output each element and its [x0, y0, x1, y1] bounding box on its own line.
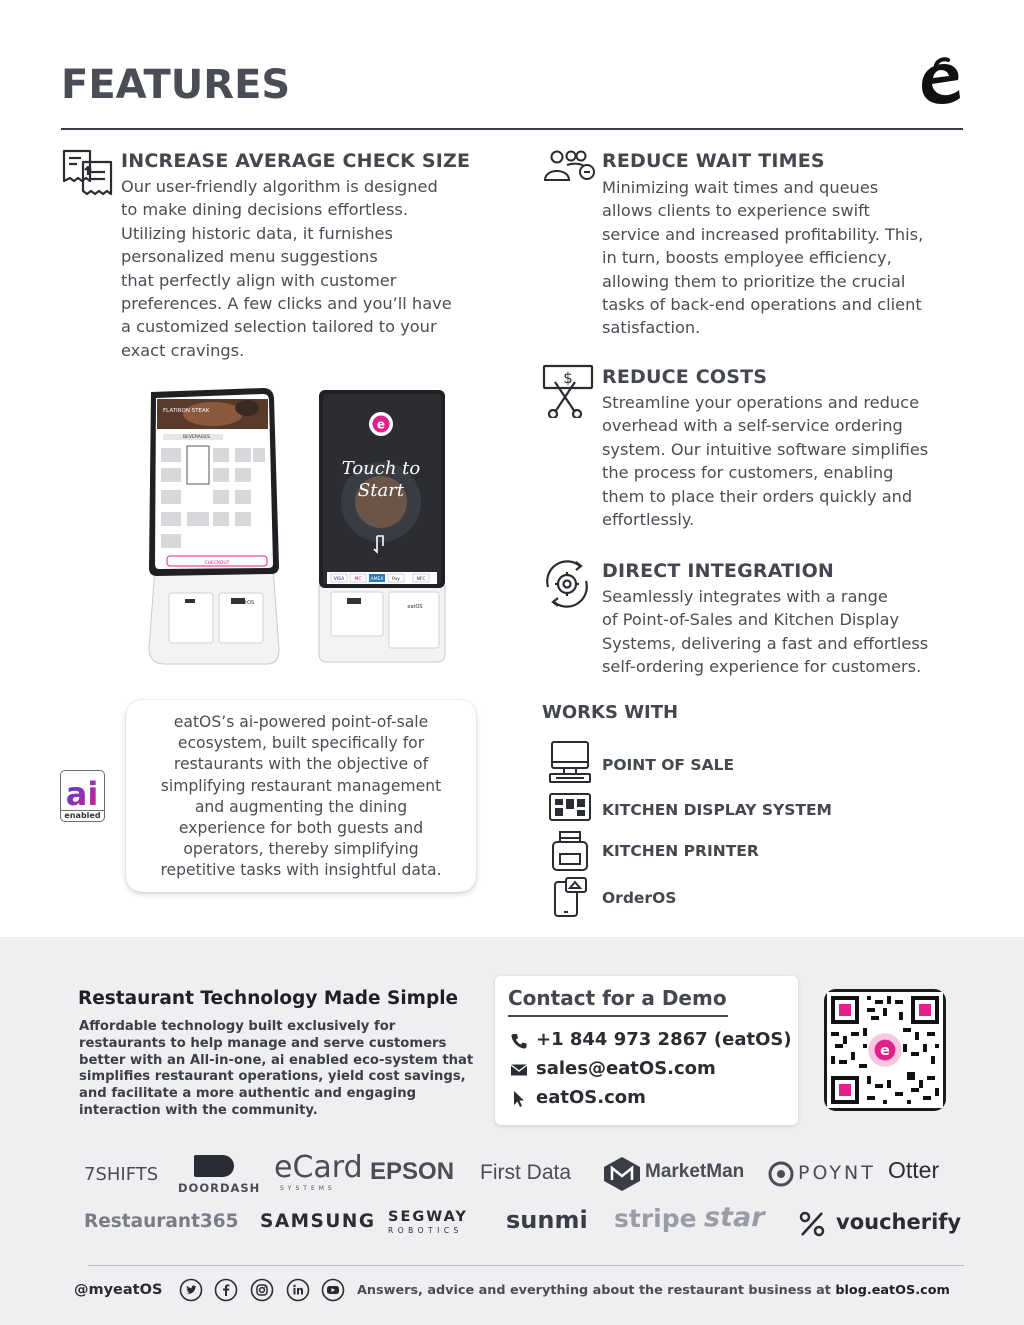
partner-first-data: First Data	[480, 1161, 572, 1184]
kiosk-banner-text: FLATIRON STEAK	[163, 408, 210, 414]
sync-gear-icon	[540, 557, 594, 611]
kiosk-start-line2: Start	[357, 480, 405, 501]
partner-doordash: DOORDASH	[178, 1181, 261, 1195]
partner-star: star	[704, 1202, 765, 1233]
kiosk-right-brand: eatOS	[407, 604, 423, 610]
feature-body-costs: Streamline your operations and reduce overhead with a self-service ordering system. Our intuitive software simplifies the process for customers, enabling them to place their orders quickly and effortlessly.	[602, 393, 929, 530]
partner-restaurant365: Restaurant365	[84, 1211, 239, 1232]
cut-costs-icon	[541, 364, 595, 418]
header-divider	[61, 128, 963, 130]
linkedin-icon[interactable]	[286, 1278, 310, 1302]
footer-tagline: Answers, advice and everything about the restaurant business at blog.eatOS.com	[357, 1283, 950, 1298]
svg-text:AMEX: AMEX	[370, 577, 384, 582]
blog-link[interactable]: blog.eatOS.com	[835, 1283, 950, 1298]
kitchen-display-icon	[548, 792, 592, 824]
qr-code[interactable]	[824, 989, 946, 1111]
svg-text:ai: ai	[65, 775, 99, 811]
instagram-icon[interactable]	[250, 1278, 274, 1302]
page-title: FEATURES	[61, 62, 291, 108]
partner-marketman: MarketMan	[645, 1161, 745, 1182]
voucherify-percent-icon	[798, 1210, 826, 1238]
footer-divider	[88, 1265, 964, 1266]
svg-text:$: $	[563, 369, 573, 387]
eatos-logo	[914, 56, 966, 108]
partner-voucherify: voucherify	[836, 1210, 962, 1234]
svg-text:e: e	[880, 1043, 890, 1060]
qr-code-pattern	[827, 992, 943, 1108]
twitter-icon[interactable]	[179, 1278, 203, 1302]
kiosk-checkout-text: CHECKOUT	[204, 561, 230, 566]
ai-badge-label: enabled	[61, 810, 104, 821]
contact-phone[interactable]: +1 844 973 2867 (eatOS)	[536, 1029, 792, 1050]
rts-body: Affordable technology built exclusively for restaurants to help manage and serve customers better with an All-in-one, ai enabled eco-system that simplifies restaurant operations, yield cost savings, and facilitate a more authentic and engaging interaction with the community.	[79, 1019, 474, 1118]
partner-epson: EPSON	[370, 1158, 455, 1185]
works-item-printer: KITCHEN PRINTER	[602, 842, 759, 860]
facebook-icon[interactable]	[214, 1278, 238, 1302]
works-with-title: WORKS WITH	[542, 702, 679, 723]
contact-title-underline	[508, 1015, 728, 1017]
ai-description-card: eatOS’s ai-powered point-of-sale ecosystem, built specifically for restaurants with the objective of simplifying restaurant management and augmenting the dining experience for both guests and operators, thereby simplifying repetitive tasks with insightful data.	[126, 700, 476, 892]
contact-website[interactable]: eatOS.com	[536, 1087, 646, 1108]
partner-otter: Otter	[888, 1157, 940, 1183]
partner-stripe: stripe	[614, 1204, 697, 1233]
feature-body-wait-times: Minimizing wait times and queues allows clients to experience swift service and increased profitability. This, in turn, boosts employee efficiency, allowing them to prioritize the crucial tasks of back-end operations and client satisfaction.	[602, 178, 924, 338]
ai-icon	[61, 773, 103, 811]
feature-title-check-size: INCREASE AVERAGE CHECK SIZE	[121, 150, 471, 172]
partner-7shifts: 7SHIFTS	[84, 1164, 159, 1185]
rts-title: Restaurant Technology Made Simple	[78, 988, 459, 1009]
contact-email[interactable]: sales@eatOS.com	[536, 1058, 716, 1079]
kiosk-start-screen	[315, 390, 447, 666]
works-item-kds: KITCHEN DISPLAY SYSTEM	[602, 801, 832, 819]
kiosk-section-text: BEVERAGES	[183, 435, 210, 440]
feature-body-integration: Seamlessly integrates with a range of Point-of-Sales and Kitchen Display Systems, delivering a fast and effortless self-ordering experience for customers.	[602, 587, 929, 677]
svg-text:VISA: VISA	[333, 577, 345, 582]
ai-enabled-badge	[60, 770, 105, 822]
people-queue-icon	[541, 148, 595, 202]
doordash-mark-icon	[194, 1155, 234, 1177]
partner-ecard-systems: SYSTEMS	[280, 1185, 336, 1192]
svg-text:Pay: Pay	[392, 577, 400, 582]
svg-text:MC: MC	[354, 577, 362, 582]
poynt-logo-icon	[768, 1161, 794, 1187]
partner-samsung: SAMSUNG	[260, 1211, 376, 1232]
feature-title-wait-times: REDUCE WAIT TIMES	[602, 150, 825, 172]
pos-terminal-icon	[548, 740, 592, 786]
youtube-icon[interactable]	[321, 1278, 345, 1302]
partner-poynt: POYNT	[798, 1162, 876, 1184]
kiosk-menu-screen	[143, 388, 283, 668]
printer-icon	[550, 830, 590, 872]
partner-segway: SEGWAY	[388, 1209, 468, 1225]
feature-title-integration: DIRECT INTEGRATION	[602, 560, 835, 582]
cursor-icon	[510, 1090, 528, 1108]
tablet-icon	[552, 876, 590, 918]
kiosk-left-brand: eatOS	[239, 600, 255, 606]
receipt-icon	[61, 148, 115, 202]
works-item-orderos: OrderOS	[602, 889, 677, 907]
marketman-logo-icon	[602, 1156, 642, 1192]
mail-icon	[510, 1061, 528, 1079]
feature-title-costs: REDUCE COSTS	[602, 366, 768, 388]
feature-body-check-size: Our user-friendly algorithm is designed to make dining decisions effortless. Utilizing historic data, it furnishes personalized menu suggestions that perfectly align with customer preferences. A few clicks and you’ll have a customized selection tailored to your exact cravings.	[121, 177, 452, 360]
partner-ecard: eCard	[274, 1150, 363, 1185]
contact-title: Contact for a Demo	[508, 986, 727, 1010]
svg-text:NFC: NFC	[416, 577, 426, 582]
works-item-pos: POINT OF SALE	[602, 756, 735, 774]
partner-segway-robotics: ROBOTICS	[388, 1226, 463, 1235]
phone-icon	[510, 1032, 528, 1050]
social-handle: @myeatOS	[74, 1282, 163, 1298]
svg-text:e: e	[376, 417, 386, 432]
kiosk-start-line1: Touch to	[341, 458, 421, 479]
partner-sunmi: sunmi	[506, 1206, 588, 1234]
